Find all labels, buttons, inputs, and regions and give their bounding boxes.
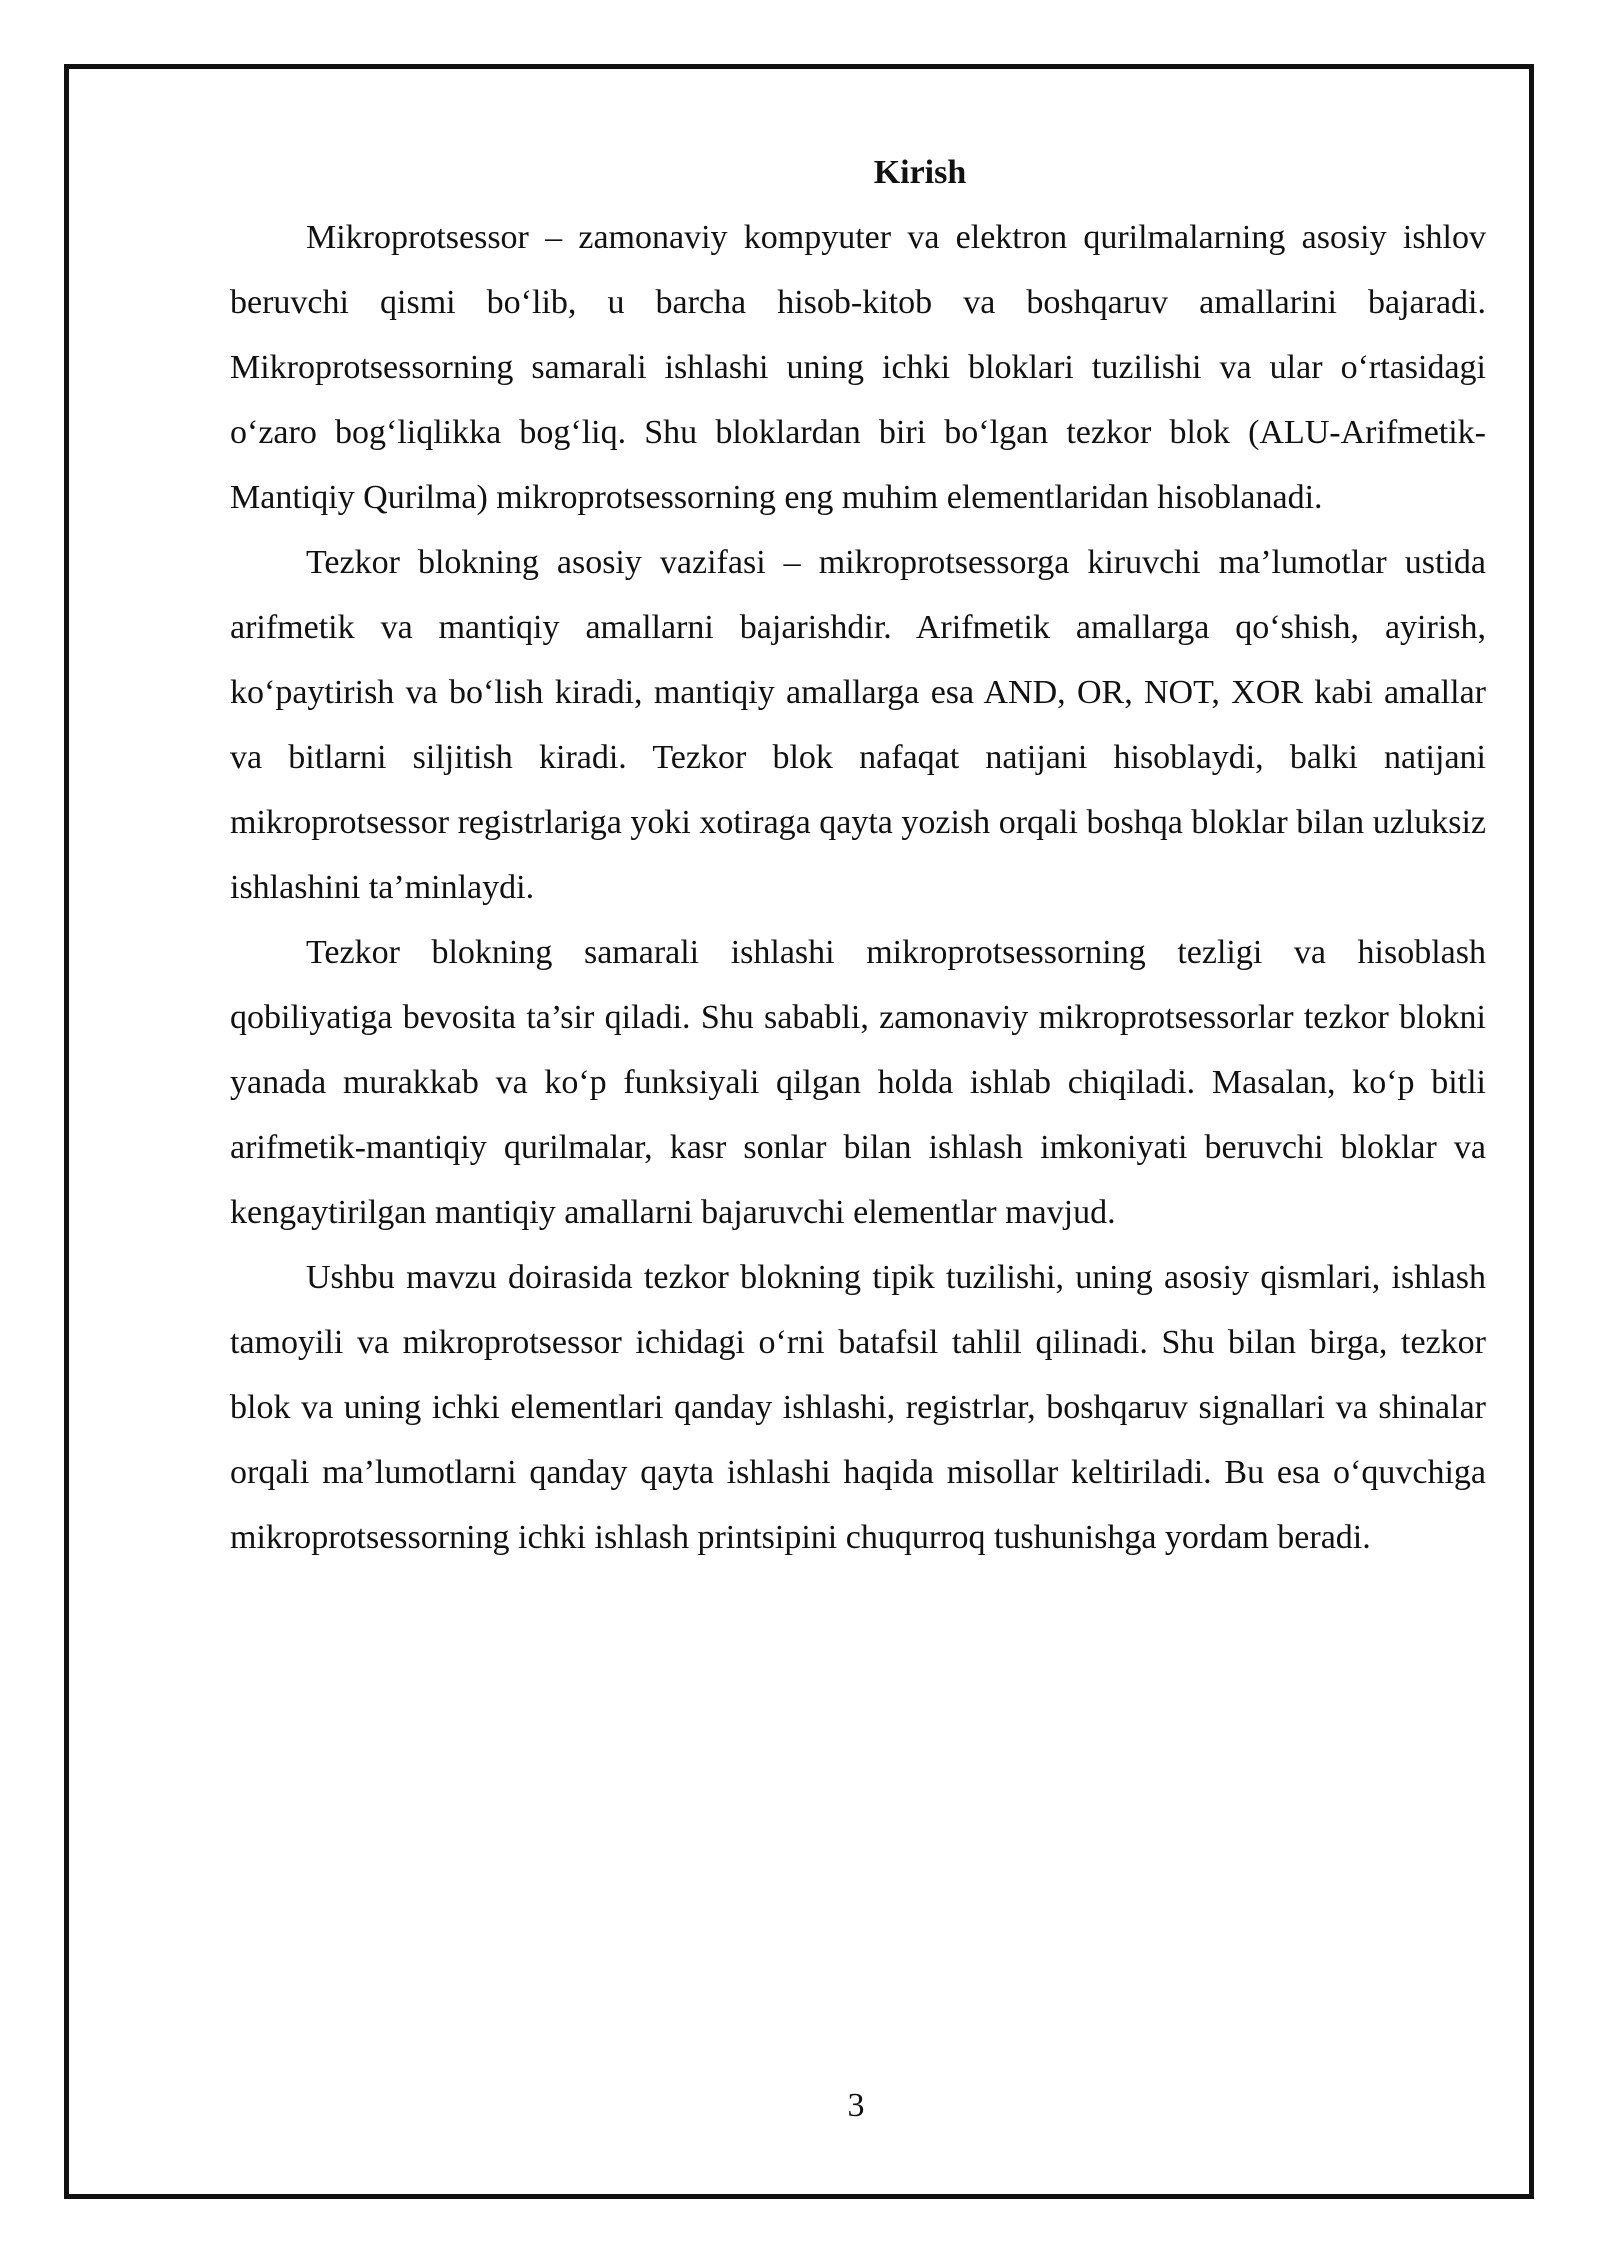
- paragraph-3: Tezkor blokning samarali ishlashi mikroprotsessorning tezligi va hisoblash qobiliyatiga bevosita ta’sir qiladi. Shu sababli, zamonaviy mikroprotsessorlar tezkor blokni yanada murakkab va ko‘p funksiyali qilgan holda ishlab chiqiladi. Masalan, ko‘p bitli arifmetik-mantiqiy qurilmalar, kasr sonlar bilan ishlash imkoniyati beruvchi bloklar va kengaytirilgan mantiqiy amallarni bajaruvchi elementlar mavjud.: [230, 934, 1486, 1231]
- page-number: 3: [847, 2087, 865, 2124]
- paragraph-1: Mikroprotsessor – zamonaviy kompyuter va elektron qurilmalarning asosiy ishlov beruvchi qismi bo‘lib, u barcha hisob-kitob va boshqaruv amallarini bajaradi. Mikroprotsessorning samarali ishlashi uning ichki bloklari tuzilishi va ular o‘rtasidagi o‘zaro bog‘liqlikka bog‘liq. Shu bloklardan biri bo‘lgan tezkor blok (ALU-Arifmetik-Mantiqiy Qurilma) mikroprotsessorning eng muhim elementlaridan hisoblanadi.: [230, 219, 1486, 516]
- document-body: [230, 140, 1486, 1570]
- section-title: Kirish: [873, 154, 967, 191]
- paragraph-4: Ushbu mavzu doirasida tezkor blokning tipik tuzilishi, uning asosiy qismlari, ishlash tamoyili va mikroprotsessor ichidagi o‘rni batafsil tahlil qilinadi. Shu bilan birga, tezkor blok va uning ichki elementlari qanday ishlashi, registrlar, boshqaruv signallari va shinalar orqali ma’lumotlarni qanday qayta ishlashi haqida misollar keltiriladi. Bu esa o‘quvchiga mikroprotsessorning ichki ishlash printsipini chuqurroq tushunishga yordam beradi.: [230, 1259, 1486, 1556]
- paragraph-2: Tezkor blokning asosiy vazifasi – mikroprotsessorga kiruvchi ma’lumotlar ustida arifmetik va mantiqiy amallarni bajarishdir. Arifmetik amallarga qo‘shish, ayirish, ko‘paytirish va bo‘lish kiradi, mantiqiy amallarga esa AND, OR, NOT, XOR kabi amallar va bitlarni siljitish kiradi. Tezkor blok nafaqat natijani hisoblaydi, balki natijani mikroprotsessor registrlariga yoki xotiraga qayta yozish orqali boshqa bloklar bilan uzluksiz ishlashini ta’minlaydi.: [230, 544, 1486, 906]
